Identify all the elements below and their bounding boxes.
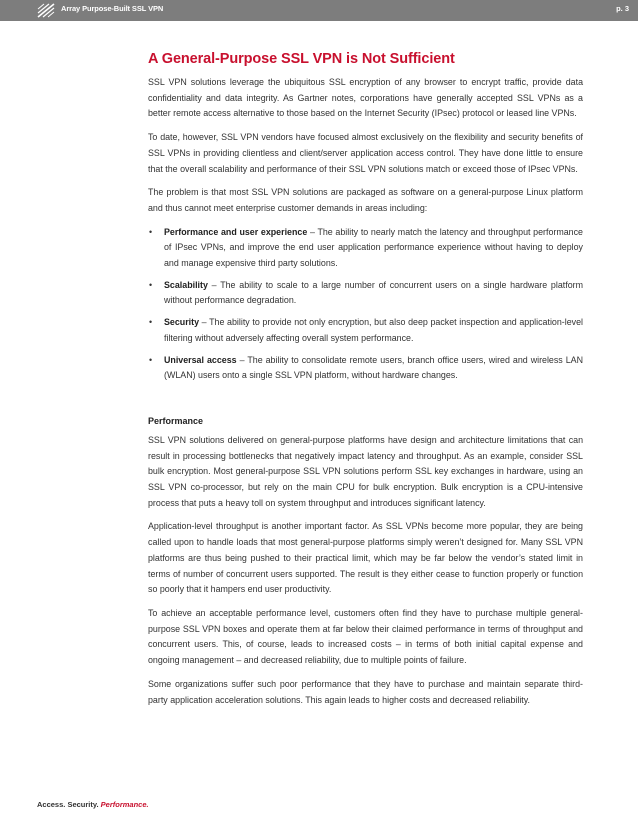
list-item-term: Security <box>164 317 200 328</box>
intro-paragraph: To date, however, SSL VPN vendors have focused almost exclusively on the flexibility and security benefits of SSL VPNs in providing clientless and client/server application access control. They have done little to ensure that the overall scalability and performance of their SSL VPN solutions match or exceed those of IPsec VPNs. <box>148 132 583 174</box>
page-number: p. 3 <box>616 4 629 13</box>
list-item-text: – The ability to consolidate remote users, branch office users, wired and wireless LAN (WLAN) users onto a single SSL VPN platform, without hardware changes. <box>164 354 584 381</box>
bullet-icon: • <box>149 226 153 237</box>
intro-paragraph: SSL VPN solutions leverage the ubiquitous SSL encryption of any browser to encrypt traffic, provide data confidentiality and data integrity. As Gartner notes, corporations have generally accepted SSL VPNs as a better remote access alternative to those based on the Internet Security (IPsec) protocol or leased line VPNs. <box>148 77 583 119</box>
section-heading-performance: Performance <box>148 415 204 426</box>
bullet-icon: • <box>149 354 153 365</box>
main-content <box>148 50 583 716</box>
list-item-text: – The ability to provide not only encryption, but also deep packet inspection and application-level filtering without adversely affecting overall system performance. <box>164 317 583 343</box>
performance-paragraph: Some organizations suffer such poor performance that they have to purchase and maintain separate third-party application acceleration solutions. This again leads to higher costs and decreased reliability. <box>148 678 583 705</box>
page-title: A General-Purpose SSL VPN is Not Sufficient <box>148 51 455 67</box>
performance-paragraph: To achieve an acceptable performance level, customers often find they have to purchase multiple general-purpose SSL VPN boxes and operate them at far below their claimed performance in terms of throughput and concurrent users. This, of course, leads to increased costs – in terms of both initial capital expense and ongoing management – and decreased reliability, due to multiple points of failure. <box>148 607 583 666</box>
performance-paragraph: SSL VPN solutions delivered on general-purpose platforms have design and architecture limitations that can result in processing bottlenecks that negatively impact latency and throughput. As an example, consider SSL bulk encryption. Most general-purpose SSL VPN solutions perform SSL key exchanges in hardware, using an SSL VPN co-processor, but rely on the main CPU for bulk encryption. Bulk encryption is a CPU-intensive process that puts a heavy toll on system throughput and introduces significant latency. <box>148 434 583 508</box>
list-item-text: – The ability to nearly match the latency and throughput performance of IPsec VPNs, and improve the end user application performance experience without having to deploy and manage expensive third party solutions. <box>164 226 583 269</box>
list-item <box>148 315 583 346</box>
header-bar <box>0 0 638 21</box>
list-item <box>148 225 583 272</box>
list-item-text: – The ability to scale to a large number of concurrent users on a single hardware platform without performance degradation. <box>164 279 583 306</box>
list-item <box>148 353 583 384</box>
footer-tagline <box>37 800 149 809</box>
list-item-term: Universal access <box>164 354 237 365</box>
footer-tagline-plain: Access. Security. <box>37 800 101 809</box>
intro-paragraph: The problem is that most SSL VPN solutions are packaged as software on a general-purpose Linux platform and thus cannot meet enterprise customer demands in areas including: <box>148 187 583 213</box>
header-title: Array Purpose-Built SSL VPN <box>61 4 164 13</box>
list-item <box>148 278 583 309</box>
bullet-icon: • <box>149 317 153 328</box>
performance-paragraph: Application-level throughput is another important factor. As SSL VPNs become more popular, they are being called upon to handle loads that most general-purpose platforms simply weren’t designed for. Many SSL VPN platforms are thus being pushed to their practical limit, which may be far below the vendor’s stated limit in terms of number of concurrent users supported. The result is they either cease to function properly or function so poorly that it hampers end user productivity. <box>148 521 583 595</box>
array-networks-logo-icon <box>37 3 55 18</box>
bullet-icon: • <box>149 279 153 290</box>
list-item-term: Performance and user experience <box>164 226 308 237</box>
list-item-term: Scalability <box>164 279 208 290</box>
footer-tagline-accent: Performance. <box>100 800 149 809</box>
requirements-list <box>148 225 583 384</box>
